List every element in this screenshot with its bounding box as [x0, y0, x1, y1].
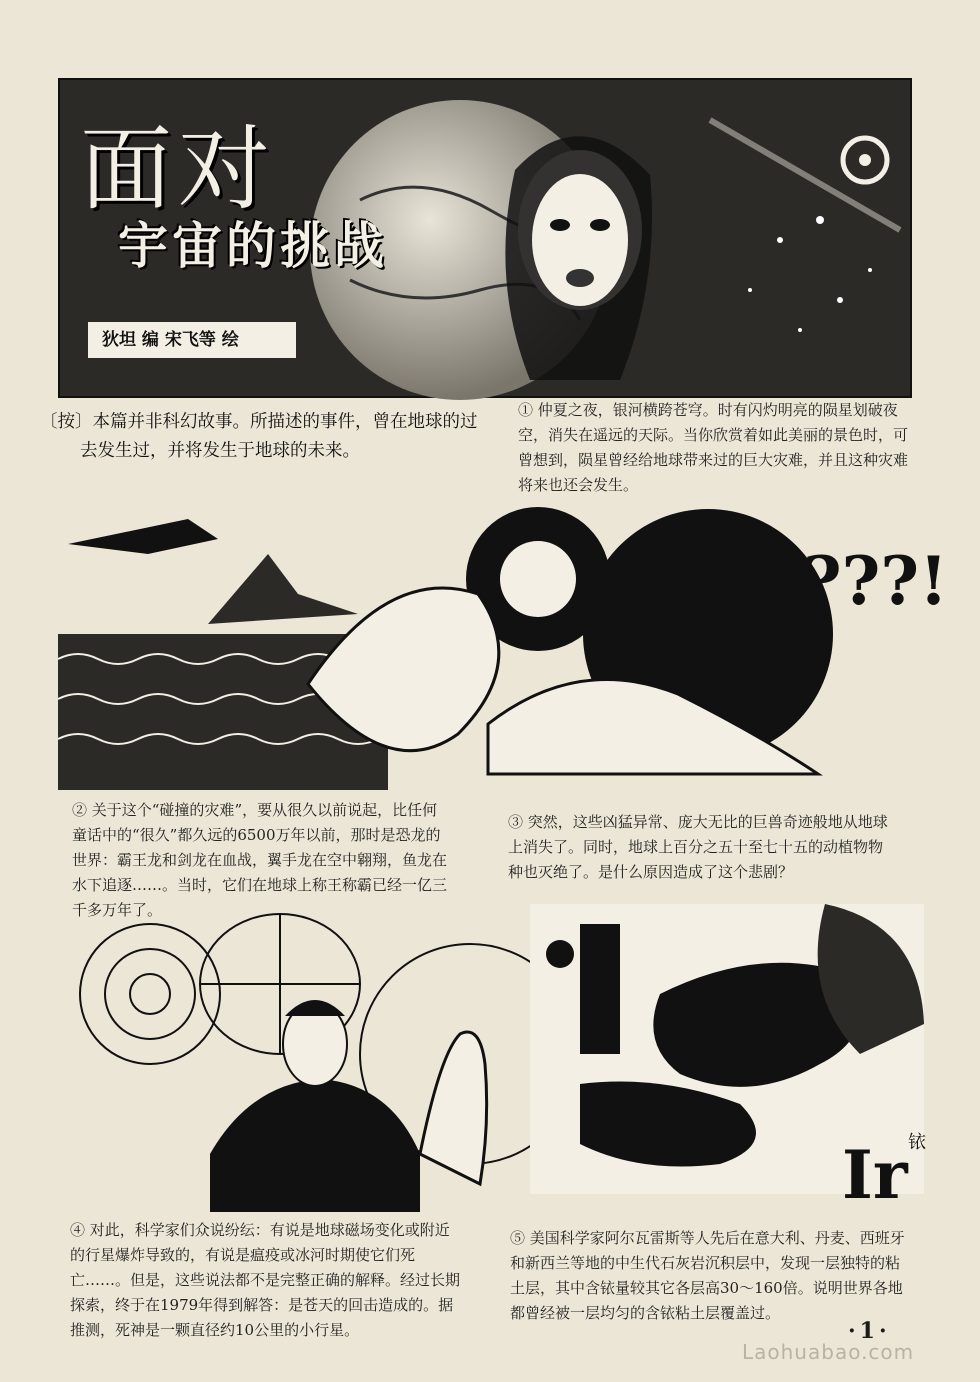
caption-5: ⑤ 美国科学家阿尔瓦雷斯等人先后在意大利、丹麦、西班牙和新西兰等地的中生代石灰岩沉积层中，发现一层独特的粘土层，其中含铱量较其它各层高30～160倍。说明世界各地都曾经被一层均匀的含铱粘土层覆盖过。 — [510, 1229, 905, 1322]
iridium-symbol: Ir — [842, 1136, 908, 1214]
caption-2: ② 关于这个“碰撞的灾难”，要从很久以前说起，比任何童话中的“很久”都久远的6500万年以前，那时是恐龙的世界：霸王龙和剑龙在血战，翼手龙在空中翱翔，鱼龙在水下追逐……。当时，它们在地球上称王称霸已经一亿三千多万年了。 — [72, 801, 448, 919]
pterosaur-illustration — [68, 519, 218, 554]
watermark: Laohuabao.com — [742, 1340, 915, 1364]
editor-note-line2: 去发生过，并将发生于地球的未来。 — [80, 441, 360, 461]
dinosaur-panel — [58, 484, 948, 790]
star-burst-icon — [546, 940, 574, 968]
scientist-panel — [60, 904, 924, 1212]
sub-title: 宇宙的挑战 — [118, 217, 388, 275]
caption-1: ① 仲夏之夜，银河横跨苍穹。时有闪灼明亮的陨星划破夜空，消失在遥远的天际。当你欣赏着如此美丽的景色时，可曾想到，陨星曾经给地球带来过的巨大灾难，并且这种灾难将来也还会发生。 — [518, 401, 909, 494]
dinosaur-illustration — [420, 1032, 487, 1184]
editor-note — [40, 408, 500, 466]
caption-4: ④ 对此，科学家们众说纷纭：有说是地球磁场变化或附近的行星爆炸导致的，有说是瘟疫或冰河时期使它们死亡……。但是，这些说法都不是完整正确的解释。经过长期探索，终于在1979年得到解答：是苍天的回击造成的。据推测，死神是一颗直径约10公里的小行星。 — [70, 1221, 461, 1339]
volcano-illustration — [208, 554, 358, 624]
caption-3: ③ 突然，这些凶猛异常、庞大无比的巨兽奇迹般地从地球上消失了。同时，地球上百分之五十至七十五的动植物物种也灭绝了。是什么原因造成了这个悲剧？ — [508, 813, 888, 881]
page-number: ·1· — [848, 1318, 891, 1344]
scientist-illustration — [210, 1079, 420, 1212]
iridium-label: 铱 — [908, 1132, 926, 1153]
credits-label: 狄坦 编 宋飞等 绘 — [88, 322, 296, 358]
question-marks: ???! — [803, 542, 948, 620]
editor-note-line1: 〔按〕本篇并非科幻故事。所描述的事件，曾在地球的过 — [40, 412, 478, 432]
main-title: 面对 — [80, 116, 277, 223]
